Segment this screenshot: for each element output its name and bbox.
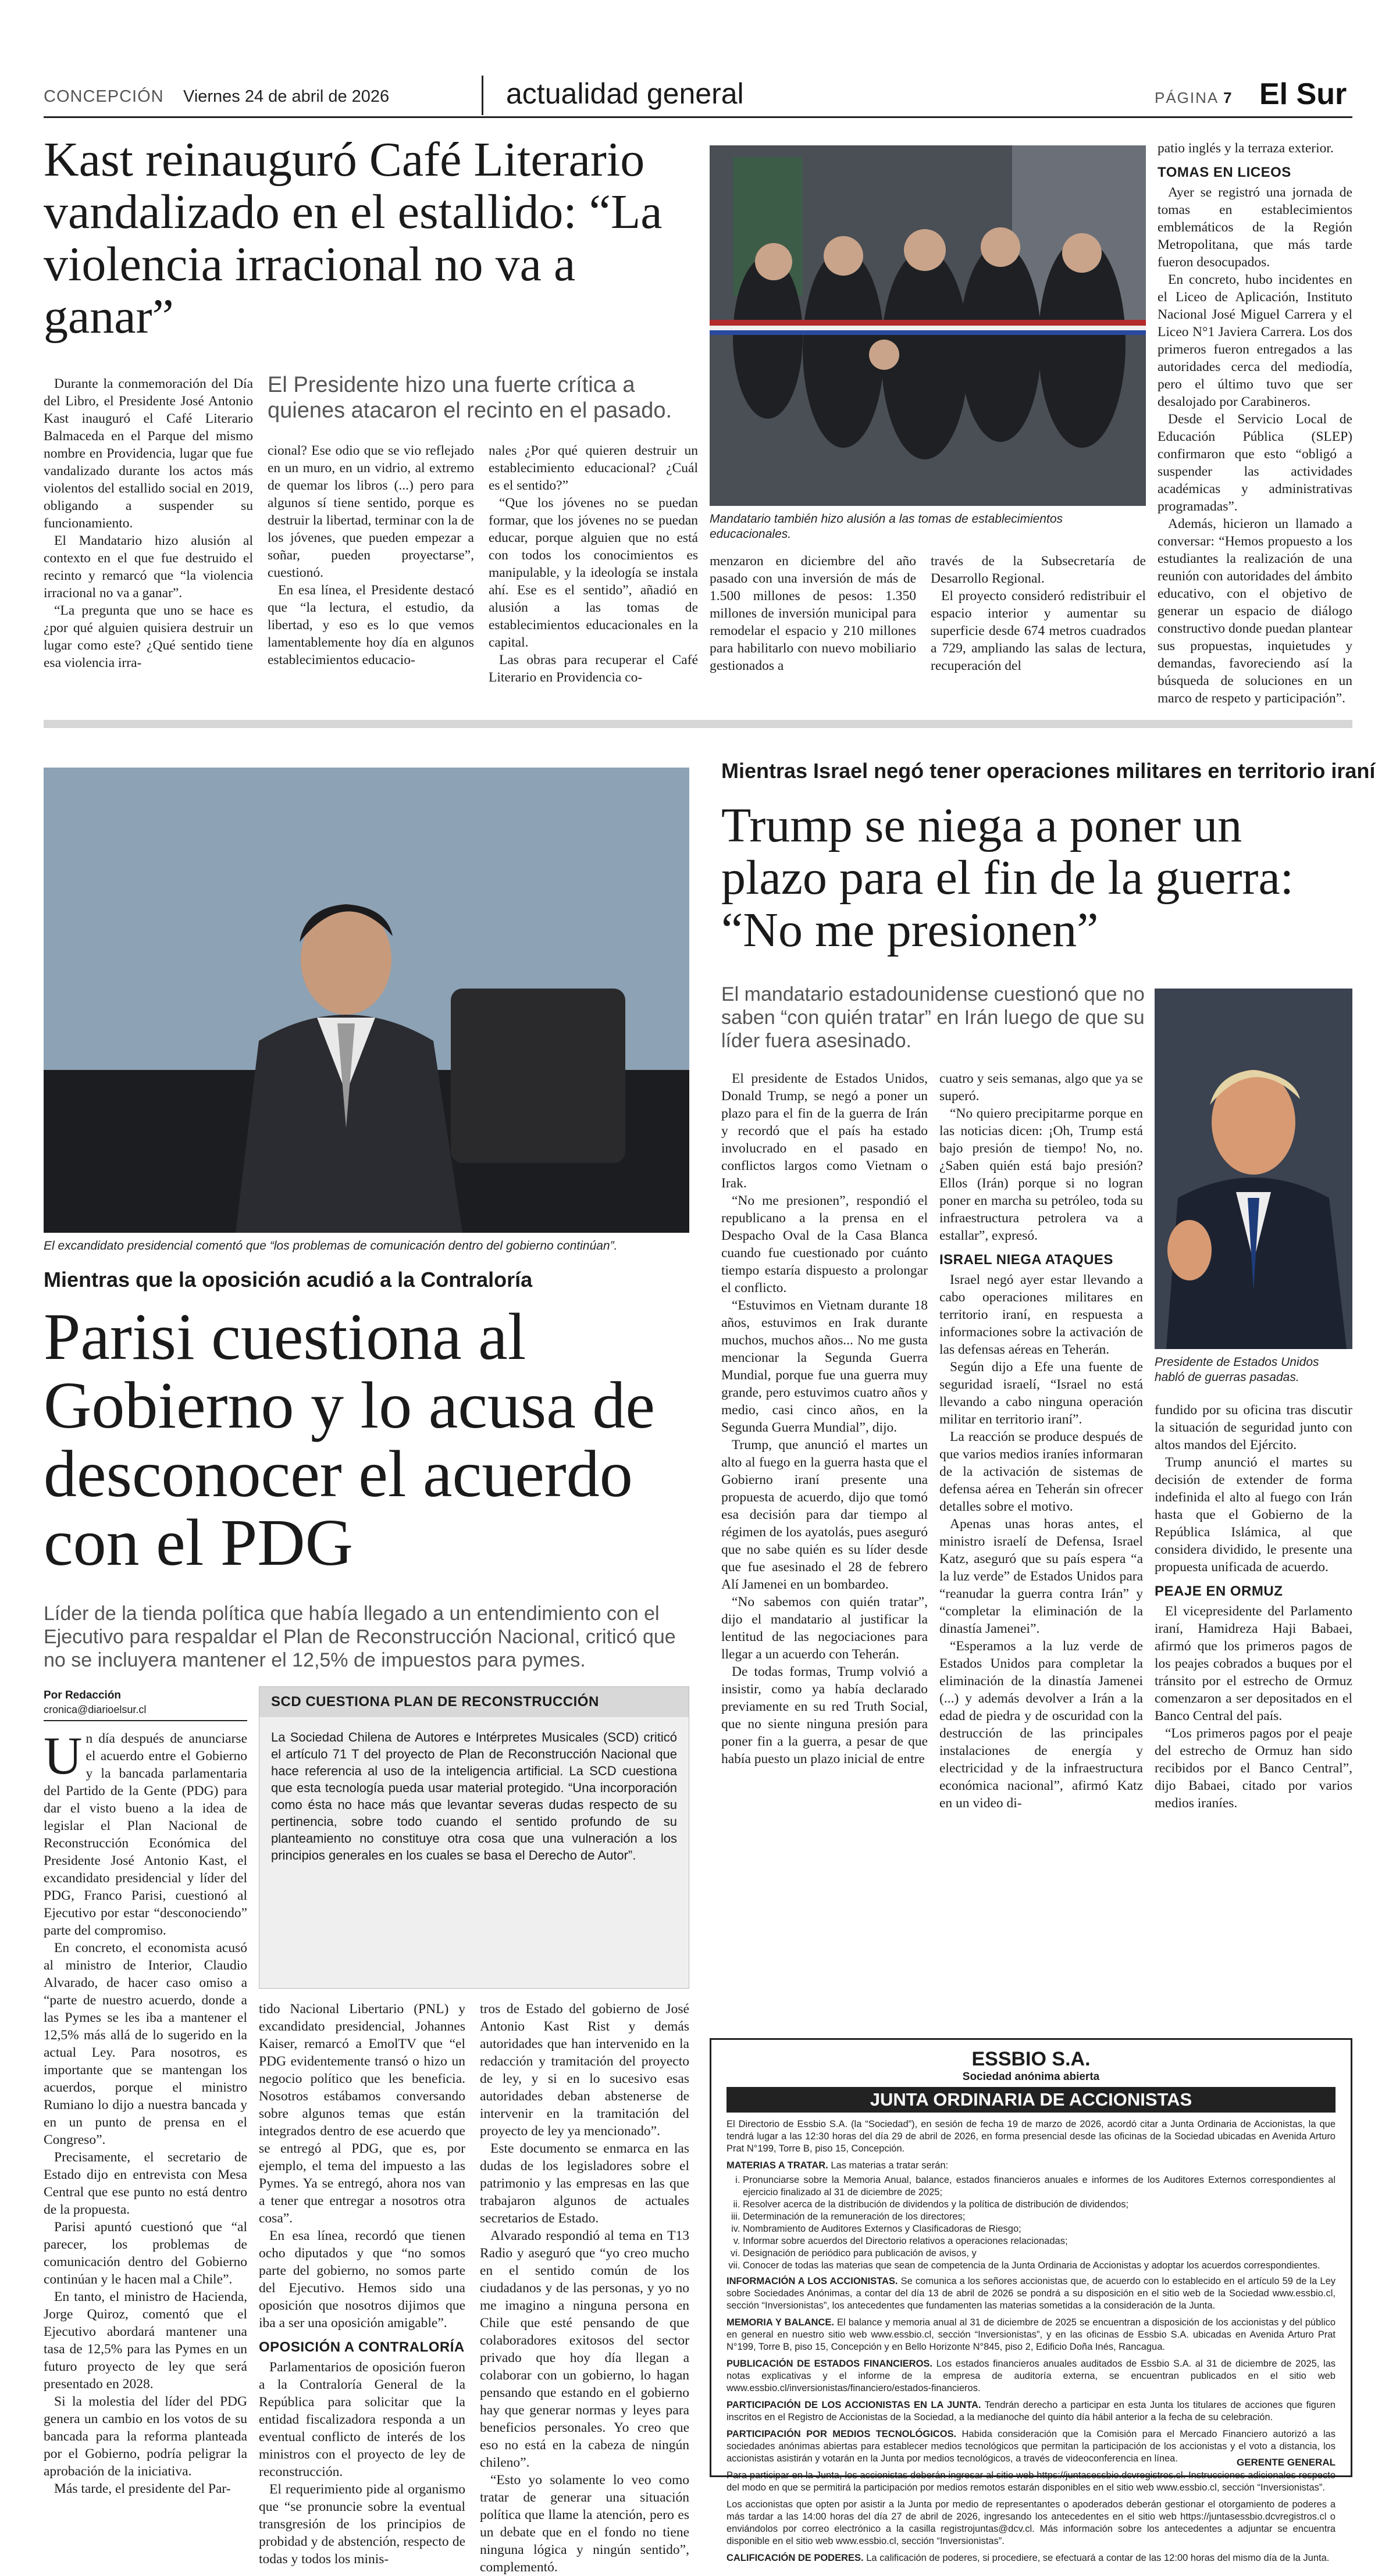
paragraph: “Que los jóvenes no se puedan formar, que los jóvenes no se puedan educar, porque alguien que no está con todos los conocimientos es manipulable, y la ideología se instala ahí. Ese es el sentido”, añadió en alusión a las tomas de establecimientos educacionales en la capital. — [489, 495, 698, 650]
section-separator — [44, 720, 1352, 728]
masthead-rule — [44, 116, 1352, 118]
paragraph: Si la molestia del líder del PDG genera un cambio en los votos de su bancada para la reforma planteada por el Gobierno, podría peligrar la aprobación de la iniciativa. — [44, 2394, 247, 2479]
scd-box-text: La Sociedad Chilena de Autores e Intérpretes Musicales (SCD) criticó el artículo 71 T del proyecto de Plan de Reconstrucción Nacional que hace referencia al uso de la inteligencia artificial. La SCD cuestiona que esta tecnología pueda usar material protegido. “Una incorporación como ésta no hace más que levantar severas dudas respecto de su pertinencia, sobre todo cuando el sentido profundo de su planteamiento no constituye otra cosa que una vulneración a los principios generales en los cuales se basa el Derecho de Autor”. — [271, 1730, 677, 1863]
notice-materias-list — [743, 2174, 1336, 2272]
list-item: iii. Determinación de la remuneración de los directores; — [743, 2211, 1336, 2223]
scd-box — [259, 1686, 689, 1989]
paragraph: fundido por su oficina tras discutir la situación de seguridad junto con altos mandos del Ejército. — [1155, 1403, 1352, 1453]
article2-deck: Líder de la tienda política que había llegado a un entendimiento con el Ejecutivo para respaldar el Plan de Reconstrucción Nacional, criticó que no se incluyera mantener el 12,5% de impuestos para pymes. — [44, 1603, 676, 1671]
paragraph: Trump, que anunció el martes un alto al fuego en la guerra hasta que el Gobierno iraní presente una propuesta de acuerdo, dijo que tomó esa decisión para dar tiempo al régimen de los ayatolás, pues aseguró que no sabe quién es su líder desde que fue asesinado el 28 de febrero Alí Jamenei en un bombardeo. — [721, 1437, 928, 1592]
list-item: i. Pronunciarse sobre la Memoria Anual, balance, estados financieros anuales e informes de los Auditores Externos correspondientes al ejercicio finalizado al 31 de diciembre de 2025; — [743, 2174, 1336, 2199]
notice-materias — [727, 2160, 1336, 2172]
article1-col3 — [489, 442, 698, 686]
drop-cap: U — [44, 1726, 83, 1785]
notice-publicacion-title: PUBLICACIÓN DE ESTADOS FINANCIEROS. — [727, 2359, 933, 2369]
scd-box-title: SCD CUESTIONA PLAN DE RECONSTRUCCIÓN — [259, 1687, 689, 1717]
list-item: v. Informar sobre acuerdos del Directorio relativos a operaciones relacionadas; — [743, 2235, 1336, 2247]
masthead-divider — [482, 76, 483, 115]
paragraph: En tanto, el ministro de Hacienda, Jorge Quiroz, comentó que el Ejecutivo abordará mantener una tasa de 12,5% para las Pymes en un futuro proyecto de ley que será presentado en 2028. — [44, 2289, 247, 2392]
notice-info — [727, 2275, 1336, 2312]
notice-info-title: INFORMACIÓN A LOS ACCIONISTAS. — [727, 2276, 898, 2286]
paragraph: Las obras para recuperar el Café Literario en Providencia co- — [489, 652, 698, 685]
paragraph: Precisamente, el secretario de Estado dijo en entrevista con Mesa Central que ese punto no está dentro de la propuesta. — [44, 2150, 247, 2217]
article1-col1 — [44, 375, 253, 672]
paragraph: cuatro y seis semanas, algo que ya se superó. — [939, 1071, 1143, 1104]
article1-col4 — [710, 552, 916, 675]
notice-calificacion-title: CALIFICACIÓN DE PODERES. — [727, 2553, 864, 2563]
paragraph: Trump anunció el martes su decisión de extender de forma indefinida el alto al fuego con Irán hasta que el Gobierno de la República Islámica, al que considera dividido, le presente una propuesta unificada de acuerdo. — [1155, 1455, 1352, 1575]
byline: Por Redacción — [44, 1689, 122, 1701]
notice-memoria-title: MEMORIA Y BALANCE. — [727, 2317, 834, 2328]
notice-company-type: Sociedad anónima abierta — [962, 2071, 1100, 2083]
paragraph: “No me presionen”, respondió el republicano a la prensa en el Despacho Oval de la Casa Blanca cuando fue cuestionado por cuánto tiempo estaría dispuesto a prolongar el conflicto. — [721, 1193, 928, 1296]
page-label — [1155, 89, 1233, 107]
ribbon-cutting-illustration — [710, 145, 1146, 506]
notice-calificacion-text: La calificación de poderes, si procediere, se efectuará a contar de las 12:00 horas del mismo día de la Junta. — [866, 2553, 1330, 2563]
paragraph: “La pregunta que uno se hace es ¿por qué alguien quisiera destruir un lugar como este? ¿Qué sentido tiene esa violencia irra- — [44, 603, 253, 670]
paragraph: “Esperamos a la luz verde de Estados Unidos para completar la eliminación de la dinastía Jamenei (...) y además devolver a Irán a la edad de piedra y de oscuridad con la destrucción de las principales instalaciones de energía y electricidad y de la infraestructura económica nacional”, afirmó Katz en un video di- — [939, 1639, 1143, 1811]
article3-col3 — [1155, 1401, 1352, 1812]
article3-photo-caption: Presidente de Estados Unidos habló de guerras pasadas. — [1155, 1355, 1319, 1384]
notice-poderes: Los accionistas que opten por asistir a la Junta por medio de representantes o apoderados deberán gestionar el otorgamiento de poderes a más tardar a las 14:00 horas del día 27 de abril de 2026, ingresando los antecedentes en el sitio web https://juntasessbio.dcvregistros.cl o enviándolos por correo electrónico a la casilla registrojuntas@dcv.cl. Más información sobre los antecedentes a adjuntar se encuentra disponible en el sitio web www.essbio.cl, sección “Inversionistas”. — [727, 2499, 1336, 2546]
subheading-ormuz: PEAJE EN ORMUZ — [1155, 1583, 1283, 1599]
article1-deck: El Presidente hizo una fuerte crítica a quienes atacaron el recinto en el pasado. — [268, 373, 672, 423]
article1-headline: Kast reinauguró Café Literario vandalizado en el estallido: “La violencia irracional no va a ganar” — [44, 133, 663, 344]
paragraph: En esa línea, el Presidente destacó que “la lectura, el estudio, da libertad, y eso es lo que vemos lamentablemente hoy día en algunos establecimientos educacio- — [268, 583, 474, 668]
paragraph: El vicepresidente del Parlamento iraní, Hamidreza Haji Babaei, afirmó que los primeros pagos de los peajes cobrados a buques por el tránsito por el estrecho de Ormuz comenzaron a ser depositados en el Banco Central del país. — [1155, 1604, 1352, 1724]
paragraph: nales ¿Por qué quieren destruir un establecimiento educacional? ¿Cuál es el sentido?” — [489, 443, 698, 493]
paragraph: cional? Ese odio que se vio reflejado en un muro, en un vidrio, al extremo de quemar los libros (...) pero para algunos sí tiene sentido, porque es destruir la libertad, terminar con la de los jóvenes, que pueden empezar a soñar, pueden proyectarse”, cuestionó. — [268, 443, 474, 580]
article3-col1 — [721, 1070, 928, 1768]
notice-medios-text: Habida consideración que la Comisión para el Mercado Financiero autorizó a las sociedades anónimas abiertas para establecer medios tecnológicos que permitan la participación de los accionistas y el voto a distancia, los accionistas asistirán y votarán en la Junta por medios tecnológicos, a través de videoconferencia en línea. — [727, 2429, 1336, 2464]
article3-col2 — [939, 1070, 1143, 1812]
paragraph: El requerimiento pide al organismo que “se pronuncie sobre la eventual transgresión de los principios de probidad y de abstención, respecto de todas y todos los minis- — [259, 2482, 465, 2567]
notice-info-text: Se comunica a los señores accionistas que, de acuerdo con lo establecido en el artículo 59 de la Ley sobre Sociedades Anónimas, a contar del día 13 de abril de 2026 se pondrá a su disposición en el sitio web de la Sociedad www.essbio.cl, sección “Inversionistas”, los antecedentes que fundamenten las materias sometidas a la consideración de la Junta. — [727, 2276, 1336, 2311]
subheading-israel: ISRAEL NIEGA ATAQUES — [939, 1252, 1113, 1268]
article1-photo — [710, 145, 1146, 506]
page-number: 7 — [1223, 89, 1233, 106]
paragraph: patio inglés y la terraza exterior. — [1158, 141, 1334, 156]
subheading-contraloria: OPOSICIÓN A CONTRALORÍA — [259, 2339, 465, 2355]
paragraph: La reacción se produce después de que varios medios iraníes informaran de la activación de sistemas de defensa aérea en Teherán sin ofrecer detalles sobre el motivo. — [939, 1429, 1143, 1514]
paragraph: menzaron en diciembre del año pasado con una inversión de más de 1.500 millones de pesos: 1.350 millones de inversión municipal para remodelar el espacio y 210 millones para habilitarlo con nuevo mobiliario gestionados a — [710, 554, 916, 673]
masthead-date: Viernes 24 de abril de 2026 — [183, 87, 390, 106]
article1-col5 — [931, 552, 1146, 675]
paragraph: En concreto, el economista acusó al ministro de Interior, Claudio Alvarado, de hacer caso omiso a “parte de nuestro acuerdo, donde a las Pymes se les iba a mantener el 12,5% más allá de lo sugerido en la actual Ley. Para nosotros, es importante que se mantengan los acuerdos, porque el ministro Rumiano lo dijo a nuestra bancada y en un punto de prensa en el Congreso”. — [44, 1940, 247, 2147]
paragraph: En concreto, hubo incidentes en el Liceo de Aplicación, Instituto Nacional José Miguel Carrera y el Liceo N°1 Javiera Carrera. Los dos primeros fueron entregados a las autoridades cerca del mediodía, pero el último tuvo que ser desalojado por Carabineros. — [1158, 272, 1352, 409]
paragraph: “No sabemos con quién tratar”, dijo el mandatario al justificar la lentitud de las negociaciones para llegar a un acuerdo con Teherán. — [721, 1594, 928, 1662]
paragraph: tros de Estado del gobierno de José Antonio Kast Rist y demás autoridades que han intervenido en la redacción y tramitación del proyecto de ley, y si en lo sucesivo esas autoridades deban abstenerse de intervenir en la tramitación del proyecto de ley ya mencionado”. — [480, 2001, 689, 2139]
notice-title: JUNTA ORDINARIA DE ACCIONISTAS — [727, 2087, 1336, 2113]
paragraph: Parisi apuntó cuestionó que “al parecer, los problemas de comunicación dentro del Gobierno continúan y le hacen mal a Chile”. — [44, 2220, 247, 2287]
paragraph: El presidente de Estados Unidos, Donald Trump, se negó a poner un plazo para el fin de la guerra de Irán y recordó que el país ha estado involucrado en el pasado en conflictos largos como Vietnam o Irak. — [721, 1071, 928, 1191]
article1-col6 — [1158, 140, 1352, 707]
notice-materias-lead: Las materias a tratar serán: — [831, 2160, 949, 2171]
paragraph: De todas formas, Trump volvió a insistir, como ya había declarado previamente en su red Truth Social, que no siente ninguna presión para poner fin a la guerra, a pesar de que había puesto un plazo inicial de entre — [721, 1664, 928, 1767]
paragraph: “Esto yo solamente lo veo como tratar de generar una situación política que llame la atención, pero es un debate que en el fondo no tiene ninguna lógica y ningún sentido”, complementó. — [480, 2472, 689, 2575]
speaker-illustration — [44, 768, 689, 1233]
paragraph: Más tarde, el presidente del Par- — [54, 2481, 231, 2496]
notice-company: ESSBIO S.A. — [971, 2048, 1091, 2070]
notice-participacion — [727, 2399, 1336, 2424]
article3-kicker: Mientras Israel negó tener operaciones militares en territorio iraní — [721, 759, 1376, 783]
article3-photo — [1155, 989, 1352, 1349]
trump-illustration — [1155, 989, 1352, 1349]
paragraph: Alvarado respondió al tema en T13 Radio y aseguró que “yo creo mucho en el sentido común de los ciudadanos y de las personas, y yo no me imagino a ninguna persona en Chile que esté pensando de que colaboradores exitosos del sector privado que hoy día llegan a colaborar con un gobierno, lo hagan pensando que estando en el gobierno hay que generar normas y leyes para beneficios personales. Yo creo que eso no está en la cabeza de ningún chileno”. — [480, 2228, 689, 2470]
article1-col2 — [268, 442, 474, 669]
section-title: actualidad general — [506, 77, 744, 110]
notice-medios-title: PARTICIPACIÓN POR MEDIOS TECNOLÓGICOS. — [727, 2429, 957, 2439]
article2-photo-caption: El excandidato presidencial comentó que “los problemas de comunicación dentro del gobierno continúan”. — [44, 1239, 618, 1253]
notice-participacion-text: Tendrán derecho a participar en esta Junta los titulares de acciones que figuren inscritos en el Registro de Accionistas de la Sociedad, a la medianoche del quinto día hábil anterior a la fecha de su celebración. — [727, 2400, 1336, 2422]
notice-participacion-title: PARTICIPACIÓN DE LOS ACCIONISTAS EN LA JUNTA. — [727, 2400, 981, 2410]
list-item: iv. Nombramiento de Auditores Externos y Clasificadoras de Riesgo; — [743, 2223, 1336, 2235]
paragraph: El proyecto consideró redistribuir el espacio interior y aumentar su superficie desde 674 metros cuadrados a 729, ampliando las salas de lectura, recuperación del — [931, 588, 1146, 673]
masthead-city: CONCEPCIÓN — [44, 87, 164, 106]
paragraph: Según dijo a Efe una fuente de seguridad israelí, “Israel no está llevando a cabo ninguna operación militar en territorio iraní”. — [939, 1360, 1143, 1427]
lead-paragraph: n día después de anunciarse el acuerdo entre el Gobierno y la bancada parlamentaria del Partido de la Gente (PDG) para dar el visto bueno a la idea de legislar el Plan Nacional de Reconstrucción Económica del Presidente José Antonio Kast, el excandidato presidencial y líder del PDG, Franco Parisi, cuestionó al Ejecutivo por estar “desconociendo” parte del compromiso. — [44, 1731, 247, 1938]
article1-photo-caption: Mandatario también hizo alusión a las tomas de establecimientos educacionales. — [710, 512, 1063, 541]
article3-headline: Trump se niega a poner un plazo para el fin de la guerra: “No me presionen” — [721, 798, 1294, 957]
notice-publicacion-text: Los estados financieros anuales auditados de Essbio S.A. al 31 de diciembre de 2025, las notas explicativas y el informe de la empresa de auditoría externa, se encuentran publicados en el sitio web www.essbio.cl/inversionistas/financiero/estados-financieros. — [727, 2359, 1336, 2393]
notice-intro: El Directorio de Essbio S.A. (la “Sociedad”), en sesión de fecha 19 de marzo de 2026, acordó citar a Junta Ordinaria de Accionistas, la que tendrá lugar a las 12:30 horas del día 29 de abril de 2026, en forma presencial desde las oficinas de la Sociedad ubicadas en Avenida Arturo Prat N°199, Torre B, piso 15, Concepción. — [727, 2119, 1336, 2154]
article2-col2 — [259, 2000, 465, 2568]
legal-notice — [710, 2038, 1352, 2563]
byline-rule — [44, 1720, 247, 1721]
paragraph: través de la Subsecretaría de Desarrollo Regional. — [931, 554, 1146, 586]
list-item: vii. Conocer de todas las materias que sean de competencia de la Junta Ordinaria de Accionistas y adoptar los acuerdos correspondientes. — [743, 2260, 1336, 2272]
article2-kicker: Mientras que la oposición acudió a la Contraloría — [44, 1268, 533, 1291]
article2-col1 — [44, 1726, 247, 2497]
list-item: vi. Designación de periódico para publicación de avisos, y — [743, 2247, 1336, 2260]
paragraph: El Mandatario hizo alusión al contexto en el que fue destruido el recinto y remarcó que “la violencia irracional no va a ganar”. — [44, 533, 253, 601]
notice-memoria-text: El balance y memoria anual al 31 de diciembre de 2025 se encuentran a disposición de los accionistas y del público en general en nuestro sitio web www.essbio.cl, sección “Inversionistas”, y en las oficinas de Essbio S.A. ubicadas en Avenida Arturo Prat N°199, Torre B, piso 15, Concepción y en Bello Horizonte N°845, piso 2, Edificio Doña Inés, Rancagua. — [727, 2317, 1336, 2352]
article2-photo — [44, 768, 689, 1233]
paragraph: Además, hicieron un llamado a conversar: “Hemos propuesto a los estudiantes la realización de una reunión con autoridades del ámbito educativo, con el objetivo de generar un espacio de diálogo constructivo donde puedan plantear sus propuestas, inquietudes y demandas, favoreciendo así la búsqueda de soluciones en un marco de respeto y participación”. — [1158, 516, 1352, 706]
notice-signature: GERENTE GENERAL — [1236, 2457, 1336, 2468]
paragraph: “No quiero precipitarme porque en las noticias dicen: ¡Oh, Trump está bajo presión de tiempo! No, no. ¿Saben quién está bajo presión? Ellos (Irán) porque si no logran poner en marcha su petróleo, toda su infraestructura petrolera va a estallar”, expresó. — [939, 1106, 1143, 1243]
notice-memoria — [727, 2317, 1336, 2353]
paragraph: Israel negó ayer estar llevando a cabo operaciones militares en territorio iraní, en respuesta a informaciones sobre la activación de las defensas aéreas en Teherán. — [939, 1272, 1143, 1357]
paragraph: Durante la conmemoración del Día del Libro, el Presidente José Antonio Kast inauguró el Café Literario Balmaceda en el Parque del mismo nombre en Providencia, lugar que fue vandalizado durante los actos más violentos del estallido social en 2019, obligando a suspender su funcionamiento. — [44, 376, 253, 531]
paragraph: “Estuvimos en Vietnam durante 18 años, estuvimos en Irak durante muchos, muchos años... No me gusta mencionar la Segunda Guerra Mundial, porque fue una guerra muy grande, pero estuvimos cuatro años y medio, casi cinco años, en la Segunda Guerra Mundial”, dijo. — [721, 1298, 928, 1435]
subheading-tomas: TOMAS EN LICEOS — [1158, 165, 1291, 180]
paragraph: Parlamentarios de oposición fueron a la Contraloría General de la República para solicitar que la entidad fiscalizadora responda a un eventual conflicto de interés de los ministros con el proyecto de ley de reconstrucción. — [259, 2360, 465, 2479]
paragraph: Apenas unas horas antes, el ministro israelí de Defensa, Israel Katz, aseguró que su país espera “a la luz verde” de Estados Unidos para “reanudar la guerra contra Irán” y “completar la eliminación de la dinastía Jamenei”. — [939, 1517, 1143, 1636]
paragraph: tido Nacional Libertario (PNL) y excandidato presidencial, Johannes Kaiser, remarcó a EmolTV que “el PDG evidentemente transó o hizo un negocio político que les beneficia. Nosotros estábamos conversando sobre algunos temas que están integrados dentro de ese acuerdo que se entregó al PDG, que es, por ejemplo, el tema del impuesto a las Pymes. Ya se entregó, ahora nos van a tener que entregar a nosotros otra cosa”. — [259, 2001, 465, 2226]
list-item: ii. Resolver acerca de la distribución de dividendos y la política de distribución de dividendos; — [743, 2199, 1336, 2211]
paragraph: Este documento se enmarca en las dudas de los legisladores sobre el patrimonio y las empresas en las que trabajaron algunos de actuales secretarios de Estado. — [480, 2141, 689, 2226]
article2-col3 — [480, 2000, 689, 2576]
paragraph: “Los primeros pagos por el peaje del estrecho de Ormuz han sido recibidos por el Banco Central”, dijo Babaei, citado por varios medios iraníes. — [1155, 1726, 1352, 1811]
notice-publicacion — [727, 2358, 1336, 2395]
notice-inscripcion: Para participar en la Junta, los accionistas deberán ingresar al sitio web https://juntasessbio.dcvregistros.cl. Instrucciones adicionales respecto del modo en que se permitirá la participación por medios remotos estarán disponibles en el sitio web www.essbio.cl, sección “Inversionistas”. — [727, 2470, 1336, 2493]
notice-body — [727, 2118, 1336, 2564]
paragraph: Desde el Servicio Local de Educación Pública (SLEP) confirmaron que esto “obligó a suspender las actividades académicas y administrativas programadas”. — [1158, 412, 1352, 514]
byline-email: cronica@diarioelsur.cl — [44, 1704, 147, 1715]
paragraph: Ayer se registró una jornada de tomas en establecimientos emblemáticos de la Región Metropolitana, que más tarde fueron desocupados. — [1158, 185, 1352, 270]
article2-headline: Parisi cuestiona al Gobierno y lo acusa de desconocer el acuerdo con el PDG — [44, 1300, 655, 1579]
brand-logo: El Sur — [1259, 77, 1347, 111]
page-label-text: PÁGINA — [1155, 89, 1218, 106]
notice-calificacion — [727, 2552, 1336, 2564]
paragraph — [44, 1726, 247, 1939]
paragraph: En esa línea, recordó que tienen ocho diputados y que “no somos parte del gobierno, no somos parte del Ejecutivo. Hemos sido una oposición que nosotros dijimos que iba a ser una oposición amigable”. — [259, 2228, 465, 2331]
notice-materias-title: MATERIAS A TRATAR. — [727, 2160, 828, 2171]
article3-deck: El mandatario estadounidense cuestionó que no saben “con quién tratar” en Irán luego de que su líder fuera asesinado. — [721, 983, 1145, 1052]
